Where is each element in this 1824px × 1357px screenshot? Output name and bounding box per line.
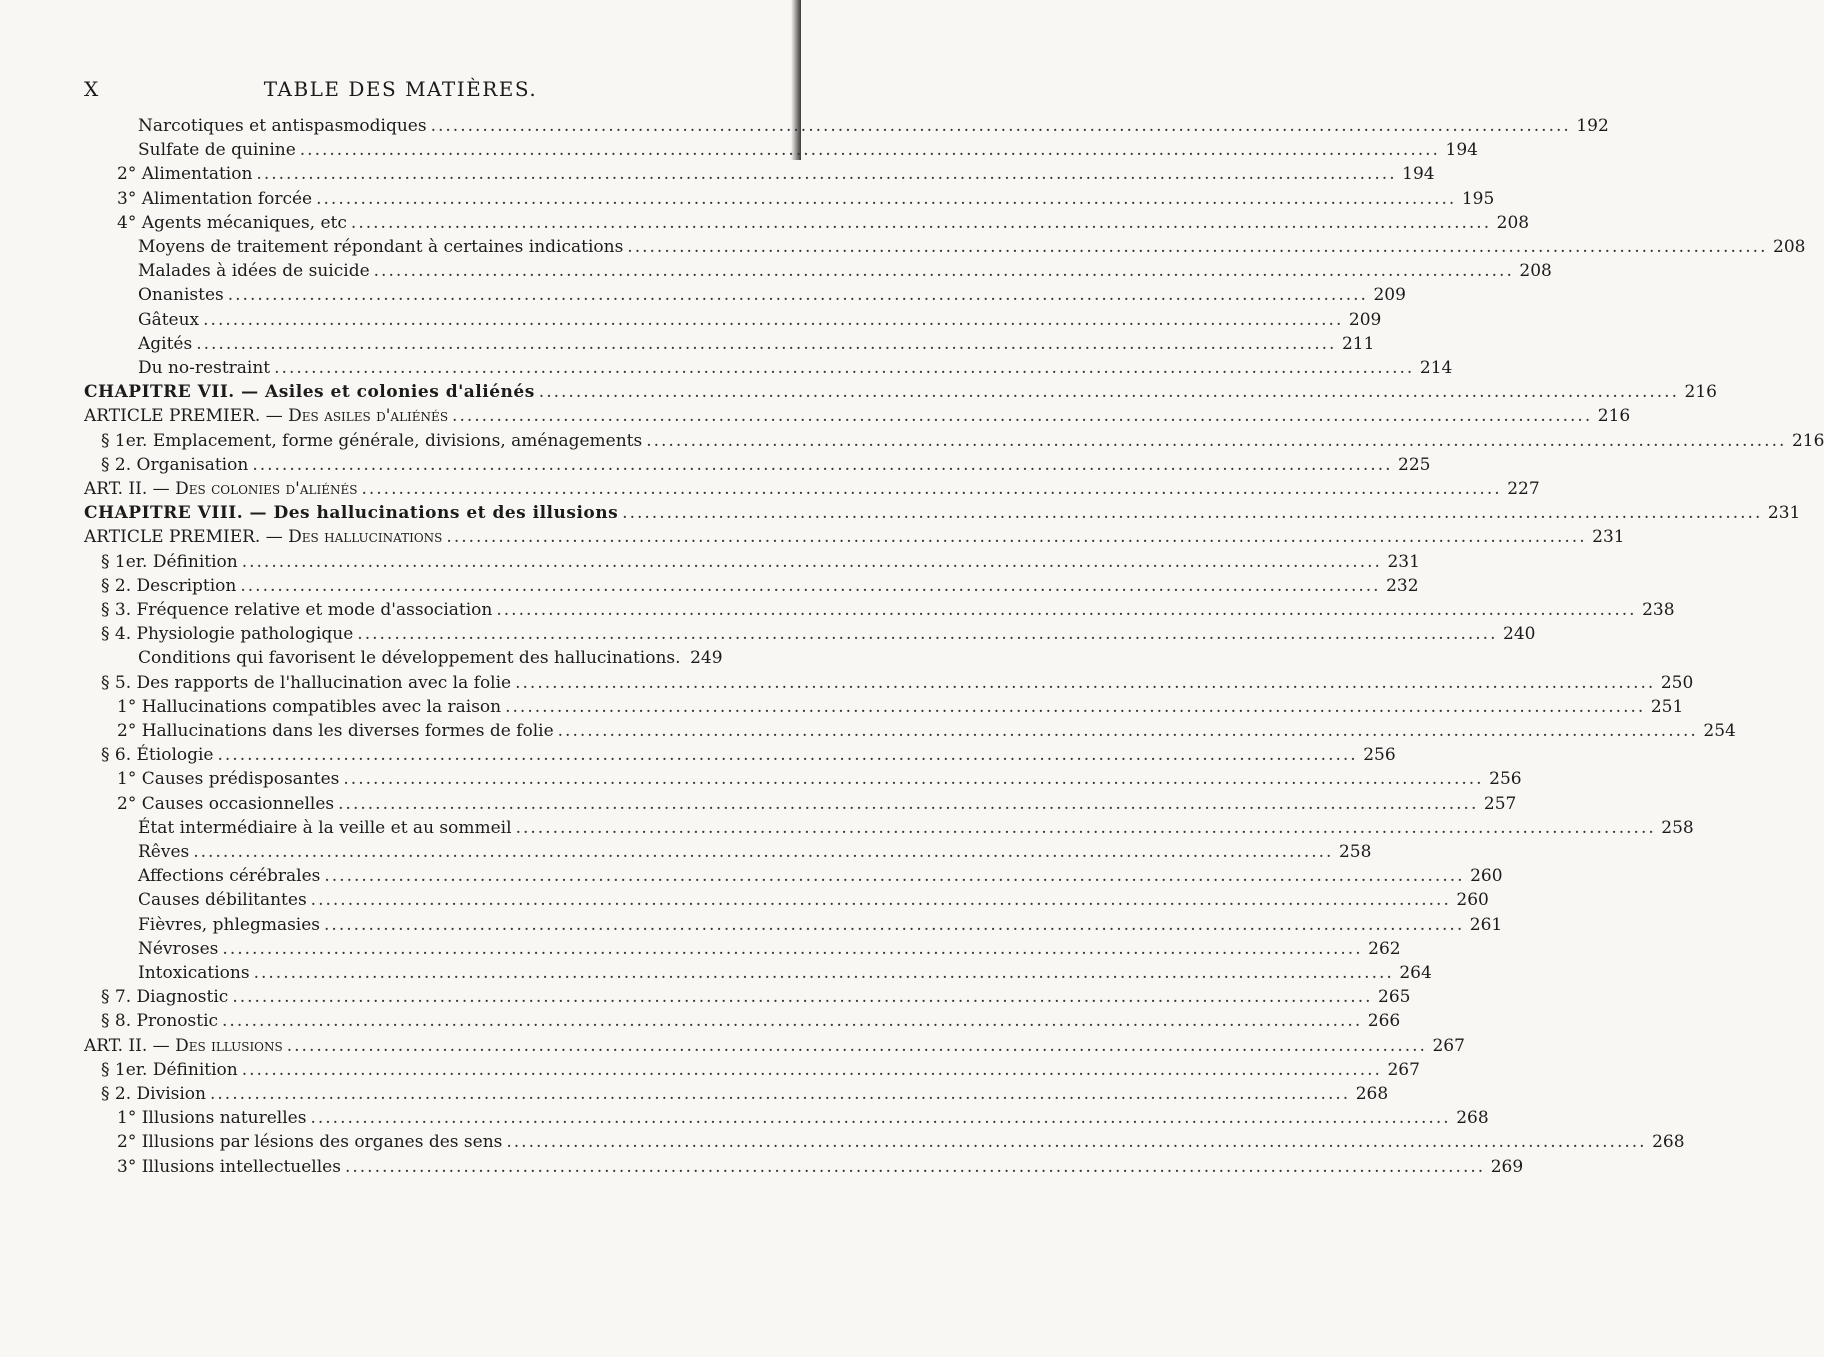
toc-entry-page: 268 [1456, 1108, 1489, 1129]
toc-entry [138, 283, 1406, 307]
toc-entry [84, 477, 1540, 501]
toc-entry-title: Affections cérébrales [138, 866, 321, 887]
toc-entry [138, 646, 723, 670]
toc-entry-page: 231 [1767, 503, 1801, 524]
toc-leader-dots [496, 598, 1636, 622]
toc-leader-dots [539, 380, 1679, 404]
toc-leader-dots [361, 477, 1501, 501]
toc-entry-page: 232 [1386, 575, 1419, 596]
toc-leader-dots [338, 792, 1478, 816]
toc-entry-page: 266 [1367, 1011, 1401, 1032]
toc-entry [101, 1082, 1389, 1106]
toc-entry-page: 192 [1576, 116, 1609, 136]
toc-leader-dots [431, 114, 1571, 138]
toc-entry-title: 3° Alimentation forcée [117, 188, 313, 209]
toc-entry-title: ART. II. — Des colonies d'aliénés [84, 479, 358, 499]
toc-entry-page: 269 [1490, 1156, 1524, 1177]
toc-entry [101, 622, 1536, 646]
toc-entry [117, 1106, 1489, 1130]
toc-entry [117, 767, 1522, 791]
toc-leader-dots [222, 1009, 1362, 1033]
toc-entry-title: 2° Hallucinations dans les diverses formes de folie [117, 721, 554, 741]
toc-entry [101, 429, 1824, 453]
toc-leader-dots [374, 259, 1514, 283]
toc-entry [101, 743, 1396, 767]
toc-entry-title: § 4. Physiologie pathologique [101, 624, 354, 645]
toc-entry-title: § 2. Organisation [101, 454, 249, 475]
toc-leader-dots [515, 671, 1655, 695]
toc-entry-title: Moyens de traitement répondant à certaines indications [138, 237, 624, 257]
toc-entry-page: 268 [1652, 1132, 1685, 1153]
toc-entry-title: Intoxications [138, 963, 250, 983]
toc-entry-page: 225 [1398, 454, 1431, 475]
toc-entry [84, 1034, 1465, 1058]
toc-entry-page: 238 [1642, 600, 1675, 620]
toc-entry-page: 262 [1368, 938, 1401, 959]
toc-entry [101, 574, 1419, 598]
toc-entry-page: 208 [1519, 261, 1552, 282]
toc-entry-title: 1° Hallucinations compatibles avec la raison [117, 696, 502, 717]
toc-leader-dots [228, 283, 1368, 307]
toc-leader-dots [505, 695, 1645, 719]
toc-entry-title: Conditions qui favorisent le développement des hallucinations. [138, 648, 681, 669]
toc-entry-page: 208 [1773, 237, 1806, 257]
toc-leader-dots [222, 937, 1362, 961]
toc-entry-page: 227 [1507, 479, 1540, 499]
toc-entry-title: 2° Alimentation [117, 164, 253, 185]
toc-entry [138, 114, 1609, 138]
toc-chapter-entry [84, 380, 1717, 404]
toc-entry [117, 719, 1736, 743]
toc-entry [117, 1155, 1524, 1179]
toc-entry-title: État intermédiaire à la veille et au sommeil [138, 817, 512, 838]
toc-entry-page: 258 [1338, 842, 1372, 862]
toc-leader-dots [210, 1082, 1350, 1106]
toc-entry-title: § 3. Fréquence relative et mode d'association [101, 600, 493, 620]
toc-leader-dots [274, 356, 1414, 380]
toc-entry-page: 194 [1445, 140, 1478, 161]
toc-leader-dots [311, 888, 1451, 912]
toc-entry [101, 550, 1420, 574]
toc-entry-page: 250 [1660, 672, 1694, 693]
toc-entry-page: 267 [1432, 1035, 1465, 1056]
toc-entry [101, 598, 1675, 622]
toc-entry-page: 208 [1496, 212, 1530, 233]
toc-leader-dots [218, 743, 1358, 767]
toc-leader-dots [256, 162, 1396, 186]
toc-entry-title: Malades à idées de suicide [138, 261, 370, 282]
toc-entry-page: 265 [1378, 987, 1411, 1008]
toc-entry-title: 3° Illusions intellectuelles [117, 1156, 341, 1177]
toc-entry-page: 211 [1341, 333, 1375, 354]
toc-entry-page: 249 [690, 648, 723, 669]
toc-entry-title: Rêves [138, 842, 190, 862]
toc-entry [84, 404, 1631, 428]
toc-entry [138, 888, 1489, 912]
page-title: TABLE DES MATIÈRES. [263, 77, 538, 101]
toc-entry-page: 268 [1355, 1084, 1389, 1104]
toc-entry-title: Gâteux [138, 309, 200, 330]
toc-entry-title: 4° Agents mécaniques, etc [117, 212, 347, 233]
toc-entry [101, 1009, 1401, 1033]
toc-entry [101, 671, 1694, 695]
toc-entry-page: 214 [1419, 358, 1453, 378]
toc-leader-dots [310, 1106, 1450, 1130]
toc-leader-dots [506, 1130, 1646, 1154]
toc-entry [101, 1058, 1420, 1082]
toc-entry-title: CHAPITRE VIII. — Des hallucinations et des illusions [84, 503, 619, 524]
toc-entry-page: 264 [1399, 963, 1432, 983]
toc-entry [101, 985, 1411, 1009]
toc-entry-page: 231 [1592, 527, 1625, 548]
toc-leader-dots [203, 308, 1343, 332]
toc-entry-title: § 5. Des rapports de l'hallucination avec la folie [101, 672, 512, 693]
toc-entry-title: ART. II. — Des illusions [84, 1035, 283, 1056]
toc-leader-dots [240, 574, 1380, 598]
toc-entry [138, 840, 1372, 864]
toc-entry [138, 913, 1503, 937]
toc-leader-dots [627, 235, 1767, 259]
toc-entry-page: 216 [1597, 406, 1631, 427]
toc-leader-dots [345, 1155, 1485, 1179]
toc-entry-title: Narcotiques et antispasmodiques [138, 116, 427, 136]
toc-leader-dots [351, 211, 1491, 235]
page-number: X [84, 77, 99, 101]
toc-entry-page: 231 [1387, 551, 1420, 572]
toc-entry-title: Du no-restraint [138, 358, 271, 378]
toc-entry [117, 1130, 1685, 1154]
toc-entry-page: 195 [1461, 188, 1495, 209]
toc-entry [101, 453, 1431, 477]
toc-entry-page: 209 [1373, 285, 1406, 306]
toc-entry [117, 162, 1435, 186]
toc-leader-dots [242, 1058, 1382, 1082]
toc-leader-dots [287, 1034, 1427, 1058]
toc-leader-dots [232, 985, 1372, 1009]
toc-entry [138, 864, 1503, 888]
toc-entry-title: § 7. Diagnostic [101, 987, 229, 1008]
toc-leader-dots [196, 332, 1336, 356]
toc-leader-dots [516, 816, 1656, 840]
toc-entry-page: 267 [1387, 1059, 1420, 1080]
toc-entry-page: 256 [1489, 769, 1522, 790]
toc-entry [84, 525, 1625, 549]
toc-entry [117, 211, 1530, 235]
toc-entry-page: 260 [1470, 866, 1503, 887]
toc-entry-title: Sulfate de quinine [138, 140, 296, 161]
toc-entry-page: 261 [1469, 914, 1503, 935]
toc-leader-dots [324, 864, 1464, 888]
toc-entry-title: Agités [138, 333, 193, 354]
toc-entry [138, 332, 1375, 356]
toc-entry-page: 240 [1503, 624, 1536, 645]
toc-entry-title: Onanistes [138, 285, 224, 306]
toc-entry [138, 816, 1694, 840]
toc-leader-dots [242, 550, 1382, 574]
toc-entry-page: 257 [1483, 793, 1517, 814]
toc-leader-dots [254, 961, 1394, 985]
toc-entry-title: Fièvres, phlegmasies [138, 914, 321, 935]
toc-entry-title: ARTICLE PREMIER. — Des asiles d'aliénés [84, 406, 449, 427]
toc-leader-dots [646, 429, 1786, 453]
toc-leader-dots [622, 501, 1762, 525]
toc-entry-page: 254 [1703, 721, 1736, 741]
toc-leader-dots [558, 719, 1698, 743]
toc-entry-title: 2° Illusions par lésions des organes des sens [117, 1132, 503, 1153]
toc-entry [138, 961, 1432, 985]
toc-entry-page: 209 [1348, 309, 1382, 330]
toc-entry-title: 1° Illusions naturelles [117, 1108, 307, 1129]
toc-entry [138, 259, 1552, 283]
toc-entry-page: 258 [1661, 817, 1694, 838]
toc-entry-title: § 8. Pronostic [101, 1011, 219, 1032]
toc-entry-title: § 2. Division [101, 1084, 206, 1104]
toc-leader-dots [324, 913, 1464, 937]
toc-entry-page: 260 [1456, 890, 1489, 911]
toc-entry-page: 216 [1684, 382, 1717, 403]
toc-entry [138, 356, 1453, 380]
toc-entry-title: CHAPITRE VII. — Asiles et colonies d'aliénés [84, 382, 535, 403]
toc-leader-dots [446, 525, 1586, 549]
toc-entry-title: Névroses [138, 938, 219, 959]
toc-entry-title: 1° Causes prédisposantes [117, 769, 340, 790]
toc-leader-dots [357, 622, 1497, 646]
toc-entry [138, 138, 1478, 162]
toc-entry-title: Causes débilitantes [138, 890, 307, 911]
toc-entry [117, 695, 1684, 719]
toc-entry-page: 194 [1402, 164, 1435, 185]
toc-entry [138, 308, 1382, 332]
toc-leader-dots [252, 453, 1392, 477]
toc-entry-title: § 2. Description [101, 575, 237, 596]
toc-entry [138, 235, 1806, 259]
toc-entry [138, 937, 1401, 961]
toc-chapter-entry [84, 501, 1801, 525]
toc-leader-dots [343, 767, 1483, 791]
toc-entry-page: 216 [1791, 430, 1824, 451]
toc-leader-dots [300, 138, 1440, 162]
page-header [0, 75, 801, 105]
toc-entry-title: § 1er. Définition [101, 1059, 238, 1080]
toc-entry-page: 251 [1650, 696, 1684, 717]
toc-entry-title: § 1er. Emplacement, forme générale, divisions, aménagements [101, 430, 643, 451]
toc-leader-dots [316, 187, 1456, 211]
toc-entry-page: 256 [1363, 745, 1396, 766]
toc-entry-title: ARTICLE PREMIER. — Des hallucinations [84, 527, 443, 548]
toc-entry-title: § 1er. Définition [101, 551, 238, 572]
toc-entry [117, 792, 1517, 816]
toc-leader-dots [193, 840, 1333, 864]
toc-entry [117, 187, 1495, 211]
toc-leader-dots [452, 404, 1592, 428]
toc-entry-title: 2° Causes occasionnelles [117, 793, 335, 814]
toc-entry-title: § 6. Étiologie [101, 745, 214, 766]
